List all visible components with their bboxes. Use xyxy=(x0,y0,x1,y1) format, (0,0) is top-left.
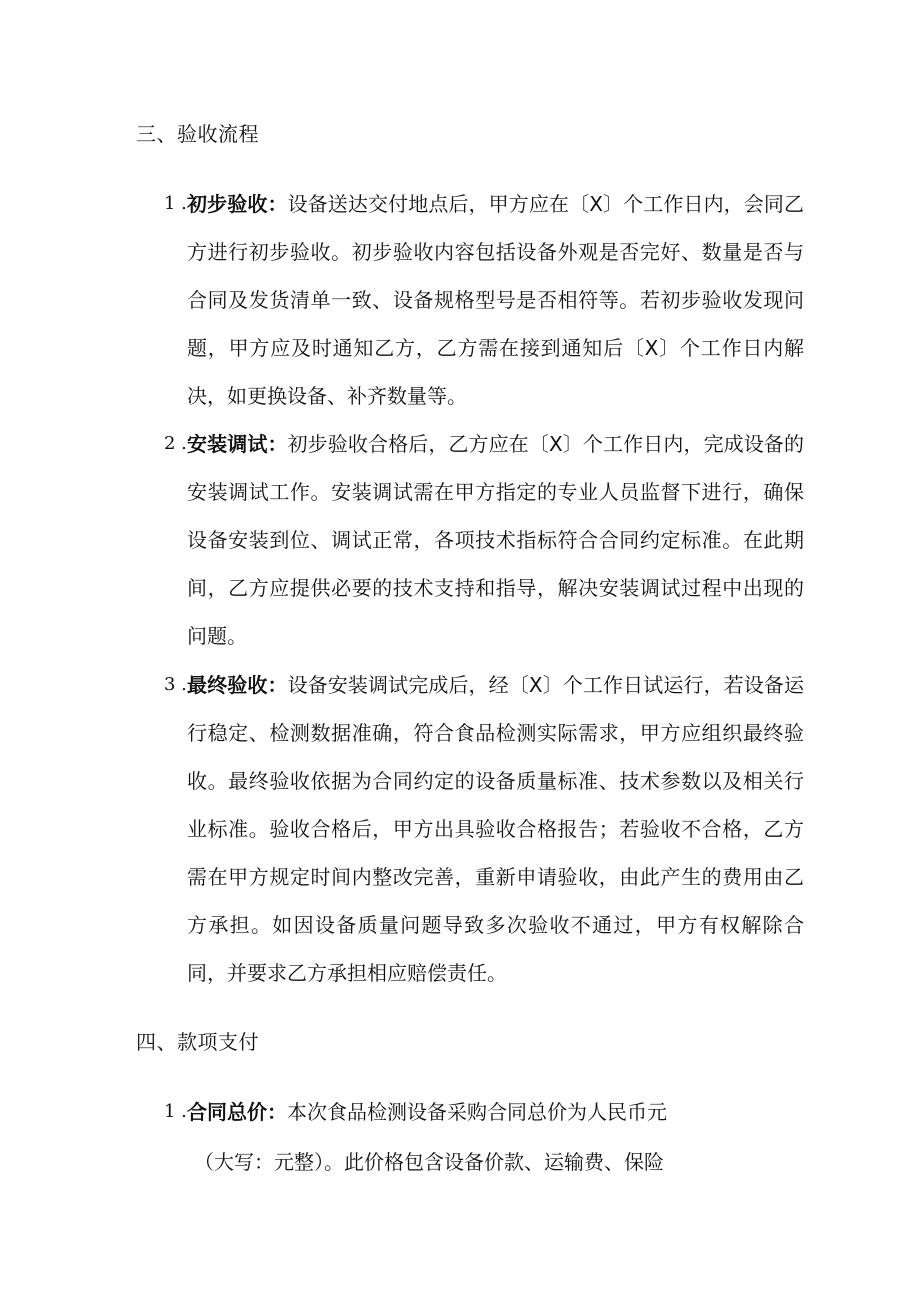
item-number: 1 . xyxy=(164,1101,187,1122)
item-number: 1 . xyxy=(164,193,187,214)
item-body xyxy=(187,420,804,660)
item-body xyxy=(187,1088,804,1136)
item-lead: 初步验收： xyxy=(187,192,288,216)
item-text: 初步验收合格后，乙方应在〔X〕个工作日内，完成设备的安装调试工作。安装调试需在甲方指定的专业人员监督下进行，确保设备安装到位、调试正常，各项技术指标符合合同约定标准。在此期间，乙方应提供必要的技术支持和指导，解决安装调试过程中出现的问题。 xyxy=(187,432,805,648)
item-text: 设备送达交付地点后，甲方应在〔X〕个工作日内，会同乙方进行初步验收。初步验收内容包括设备外观是否完好、数量是否与合同及发货清单一致、设备规格型号是否相符等。若初步验收发现问题，甲方应及时通知乙方，乙方需在接到通知后〔X〕个工作日内解决，如更换设备、补齐数量等。 xyxy=(187,192,805,408)
acceptance-item-final xyxy=(164,661,804,997)
section-heading-acceptance: 三、验收流程 xyxy=(136,122,259,146)
payment-item-continuation: （大写：元整）。此价格包含设备价款、运输费、保险 xyxy=(194,1150,664,1174)
section-heading-payment: 四、款项支付 xyxy=(136,1030,259,1054)
item-number: 3 . xyxy=(164,674,187,695)
acceptance-item-initial xyxy=(164,180,804,420)
item-body xyxy=(187,661,804,997)
item-lead: 最终验收： xyxy=(187,673,288,697)
item-text: 设备安装调试完成后，经〔X〕个工作日试运行，若设备运行稳定、检测数据准确，符合食品检测实际需求，甲方应组织最终验收。最终验收依据为合同约定的设备质量标准、技术参数以及相关行业标准。验收合格后，甲方出具验收合格报告；若验收不合格，乙方需在甲方规定时间内整改完善，重新申请验收，由此产生的费用由乙方承担。如因设备质量问题导致多次验收不通过，甲方有权解除合同，并要求乙方承担相应赔偿责任。 xyxy=(187,673,805,985)
acceptance-item-installation xyxy=(164,420,804,660)
item-number: 2 . xyxy=(164,433,187,454)
item-text: 本次食品检测设备采购合同总价为人民币元 xyxy=(287,1100,667,1124)
item-lead: 合同总价： xyxy=(187,1100,287,1124)
payment-item-total-price xyxy=(164,1088,804,1136)
item-lead: 安装调试： xyxy=(187,432,288,456)
item-body xyxy=(187,180,804,420)
